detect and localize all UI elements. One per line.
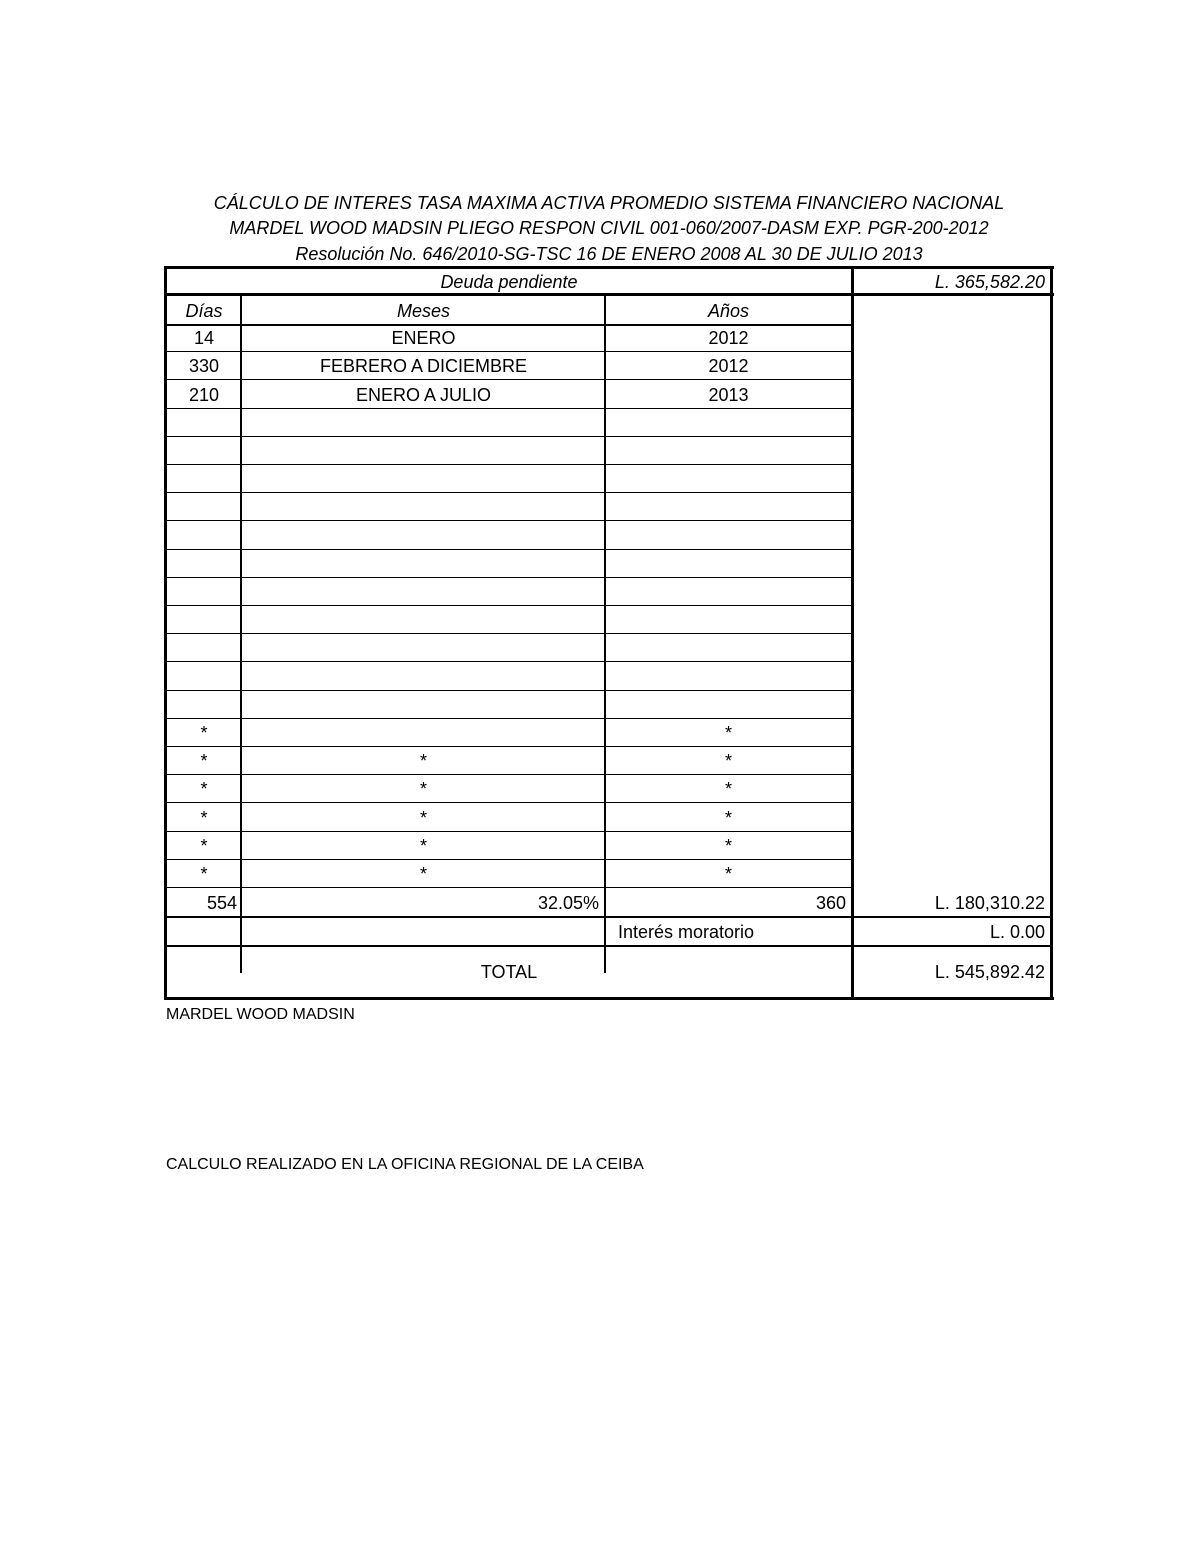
title-line-3: Resolución No. 646/2010-SG-TSC 16 DE ENERO 2008 AL 30 DE JULIO 2013	[295, 244, 923, 264]
row-line	[167, 351, 851, 352]
total-label: TOTAL	[480, 962, 538, 982]
cell-anos: *	[724, 863, 732, 884]
table-border-right	[1050, 266, 1053, 1000]
totals-underline	[167, 916, 1051, 918]
cell-meses: *	[419, 751, 427, 772]
interest-calculation-table	[164, 266, 1054, 1000]
row-line	[167, 577, 851, 578]
row-line	[167, 464, 851, 465]
cell-meses: ENERO	[391, 328, 456, 349]
interest-amount: L. 180,310.22	[934, 893, 1045, 913]
cell-anos: *	[724, 807, 732, 828]
cell-dias: *	[200, 779, 208, 800]
cell-meses: *	[419, 835, 427, 856]
cell-meses: ENERO A JULIO	[355, 384, 492, 405]
row-line	[167, 831, 851, 832]
row-line	[167, 633, 851, 634]
row-line	[167, 605, 851, 606]
year-base: 360	[815, 893, 846, 913]
cell-dias: 330	[188, 356, 220, 377]
cell-anos: 2013	[708, 384, 749, 405]
cell-meses: FEBRERO A DICIEMBRE	[319, 356, 528, 377]
table-border-bottom	[164, 997, 1054, 1000]
cell-dias: *	[200, 863, 208, 884]
cell-meses: *	[419, 863, 427, 884]
cell-anos: *	[724, 835, 732, 856]
cell-dias: *	[200, 807, 208, 828]
cell-dias: *	[200, 751, 208, 772]
row-line	[167, 746, 851, 747]
row-line	[167, 718, 851, 719]
interest-rate: 32.05%	[537, 893, 599, 913]
cell-anos: *	[724, 751, 732, 772]
row-line	[167, 379, 851, 380]
cell-meses: *	[419, 779, 427, 800]
moratorio-value: L. 0.00	[989, 922, 1045, 942]
moratorio-label: Interés moratorio	[618, 922, 755, 942]
header-dias: Días	[185, 300, 223, 321]
cell-meses: *	[419, 807, 427, 828]
header-anos: Años	[707, 300, 750, 321]
row-line	[167, 774, 851, 775]
row-line	[167, 492, 851, 493]
debt-label: Deuda pendiente	[440, 271, 578, 292]
debtor-name: MARDEL WOOD MADSIN	[166, 1006, 355, 1023]
row-line	[167, 802, 851, 803]
row-line	[167, 520, 851, 521]
table-border-top	[164, 266, 1054, 269]
row-line	[167, 887, 851, 888]
debt-row-underline	[164, 293, 1054, 296]
total-dias: 554	[206, 893, 237, 913]
cell-dias: *	[200, 835, 208, 856]
cell-anos: *	[724, 779, 732, 800]
total-value: L. 545,892.42	[934, 962, 1045, 982]
title-line-1: CÁLCULO DE INTERES TASA MAXIMA ACTIVA PROMEDIO SISTEMA FINANCIERO NACIONAL	[213, 193, 1005, 213]
cell-dias: 14	[193, 328, 215, 349]
moratorio-underline	[167, 945, 1051, 947]
header-underline	[167, 324, 851, 326]
row-line	[167, 690, 851, 691]
debt-value: L. 365,582.20	[934, 271, 1045, 292]
cell-anos: 2012	[708, 328, 749, 349]
row-line	[167, 436, 851, 437]
row-line	[167, 661, 851, 662]
cell-dias: 210	[188, 384, 220, 405]
row-line	[167, 408, 851, 409]
row-line	[167, 549, 851, 550]
cell-anos: 2012	[708, 356, 749, 377]
office-note: CALCULO REALIZADO EN LA OFICINA REGIONAL DE LA CEIBA	[166, 1156, 644, 1173]
cell-dias: *	[200, 722, 208, 743]
header-meses: Meses	[396, 300, 450, 321]
title-line-2: MARDEL WOOD MADSIN PLIEGO RESPON CIVIL 001-060/2007-DASM EXP. PGR-200-2012	[229, 218, 989, 238]
value-column-divider	[851, 266, 854, 1000]
row-line	[167, 859, 851, 860]
cell-anos: *	[724, 722, 732, 743]
